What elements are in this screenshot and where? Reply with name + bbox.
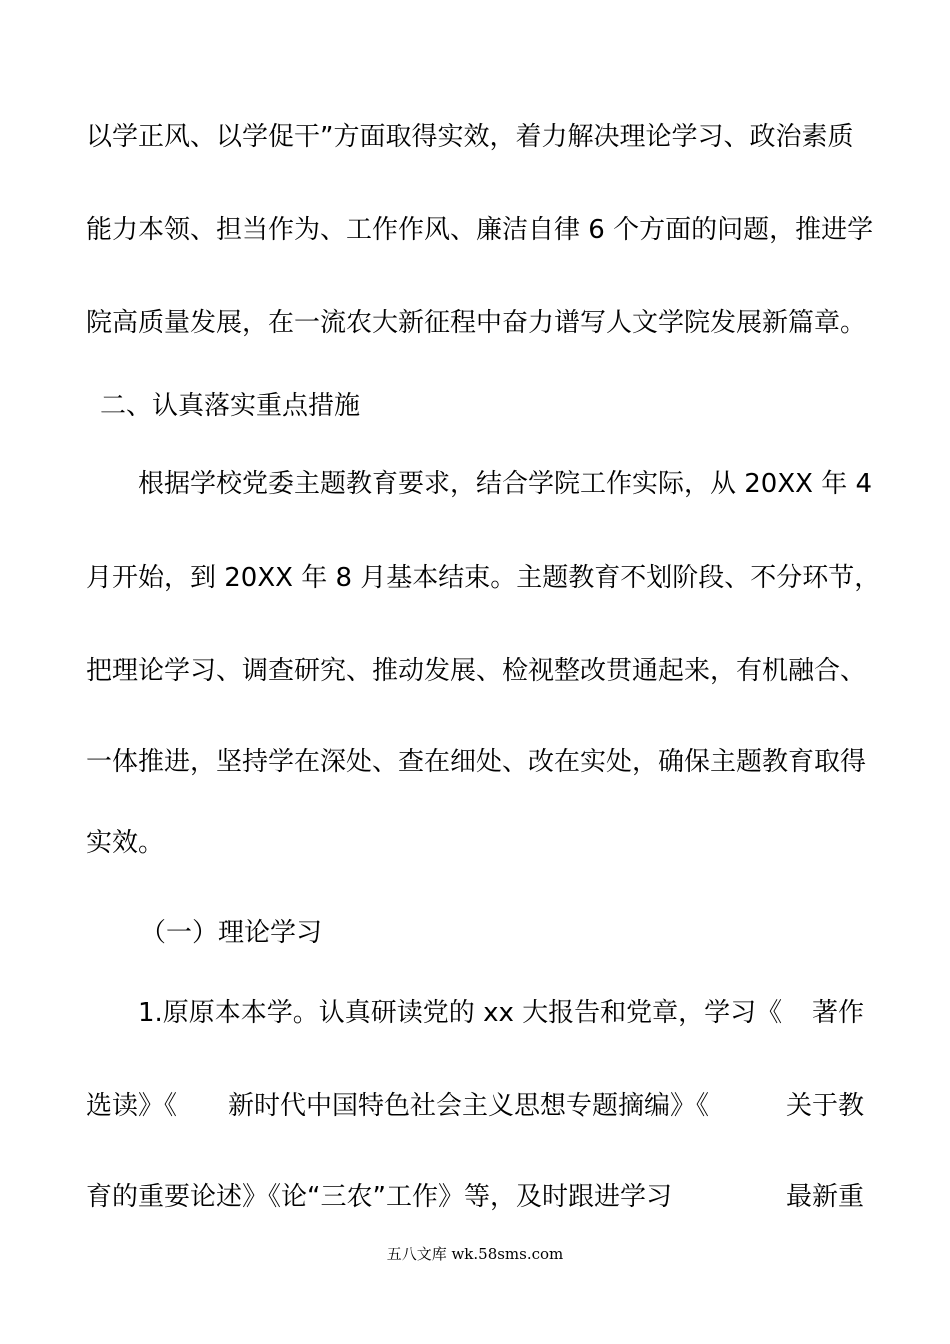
line-12-part-2: 新时代中国特色社会主义思想专题摘编》《 [228, 1091, 710, 1121]
line-13-part-2: 最新重 [785, 1182, 864, 1212]
body-text-line-5: 根据学校党委主题教育要求，结合学院工作实际，从 20XX 年 4 [138, 469, 873, 499]
body-text-line-1: 以学正风、以学促干”方面取得实效，着力解决理论学习、政治素质 [86, 122, 854, 152]
body-text-line-6: 月开始，到 20XX 年 8 月基本结束。主题教育不划阶段、不分环节， [86, 563, 881, 593]
line-13-part-1: 育的重要论述》《论“三农”工作》等，及时跟进学习 [86, 1182, 672, 1212]
body-text-line-12 [86, 1089, 864, 1123]
body-text-line-3: 院高质量发展，在一流农大新征程中奋力谱写人文学院发展新篇章。 [86, 308, 867, 338]
line-11-part-1: 1.原原本本学。认真研读党的 xx 大报告和党章，学习《 [138, 998, 783, 1028]
line-12-part-3: 关于教 [785, 1091, 864, 1121]
body-text-line-8: 一体推进，坚持学在深处、查在细处、改在实处，确保主题教育取得 [86, 747, 867, 777]
body-text-line-13 [86, 1180, 864, 1214]
body-text-line-11 [138, 996, 864, 1030]
body-text-line-9: 实效。 [86, 828, 165, 858]
line-12-part-1: 选读》《 [86, 1091, 178, 1121]
section-heading: 二、认真落实重点措施 [100, 391, 361, 421]
body-text-line-2: 能力本领、担当作为、工作作风、廉洁自律 6 个方面的问题，推进学 [86, 215, 874, 245]
footer-watermark: 五八文库 wk.58sms.com [386, 1245, 564, 1263]
subsection-heading: （一）理论学习 [140, 918, 323, 948]
line-11-part-2: 著作 [811, 998, 864, 1028]
body-text-line-7: 把理论学习、调查研究、推动发展、检视整改贯通起来，有机融合、 [86, 656, 867, 686]
